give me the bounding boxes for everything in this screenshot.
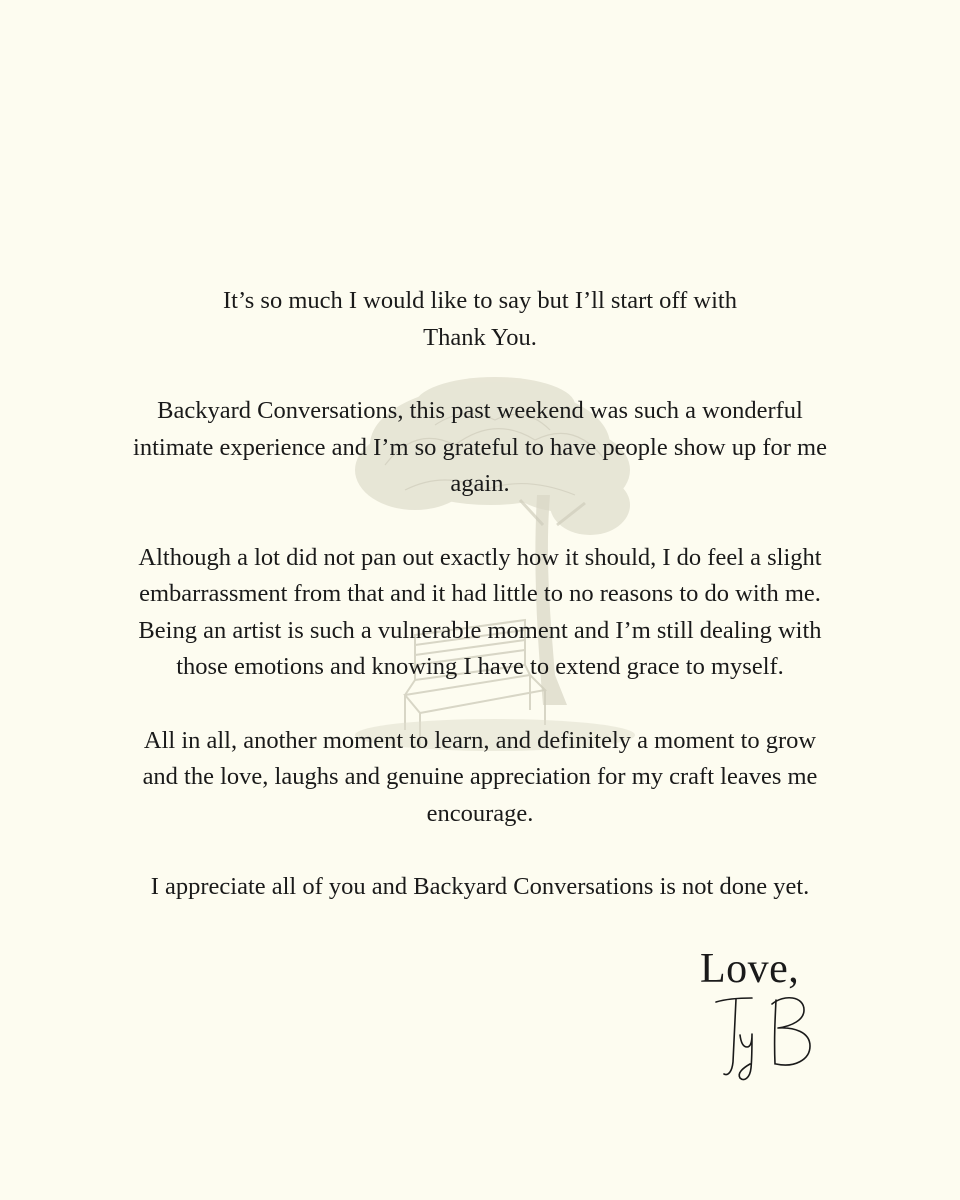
letter-line: It’s so much I would like to say but I’ll start off with: [223, 287, 737, 314]
letter-line: those emotions and knowing I have to extend grace to myself.: [176, 653, 784, 680]
letter-line: Backyard Conversations, this past weekend was such a wonderful: [157, 397, 803, 424]
closing-word: Love,: [700, 946, 800, 992]
letter-line: Thank You.: [423, 323, 537, 351]
letter-paragraph: [60, 393, 900, 503]
letter-closing: [700, 945, 850, 993]
letter-paragraph: [60, 869, 900, 906]
letter-line: Although a lot did not pan out exactly how it should, I do feel a slight: [138, 543, 822, 571]
letter-line: encourage.: [426, 799, 534, 827]
letter-line: intimate experience and I’m so grateful to have people show up for me: [133, 433, 827, 461]
letter-line: Being an artist is such a vulnerable moment and I’m still dealing with: [138, 616, 822, 644]
letter-paragraph: [60, 283, 900, 356]
letter-body: [60, 283, 900, 943]
letter-line: embarrassment from that and it had little to no reasons to do with me.: [139, 580, 821, 607]
letter-line: and the love, laughs and genuine appreciation for my craft leaves me: [142, 763, 818, 790]
letter-line: again.: [450, 470, 510, 497]
letter-paragraph: [60, 540, 900, 686]
letter-paragraph: [60, 723, 900, 833]
letter-line: All in all, another moment to learn, and definitely a moment to grow: [143, 726, 817, 754]
letter-line: I appreciate all of you and Backyard Conversations is not done yet.: [150, 873, 810, 900]
handwritten-signature: [710, 990, 820, 1085]
